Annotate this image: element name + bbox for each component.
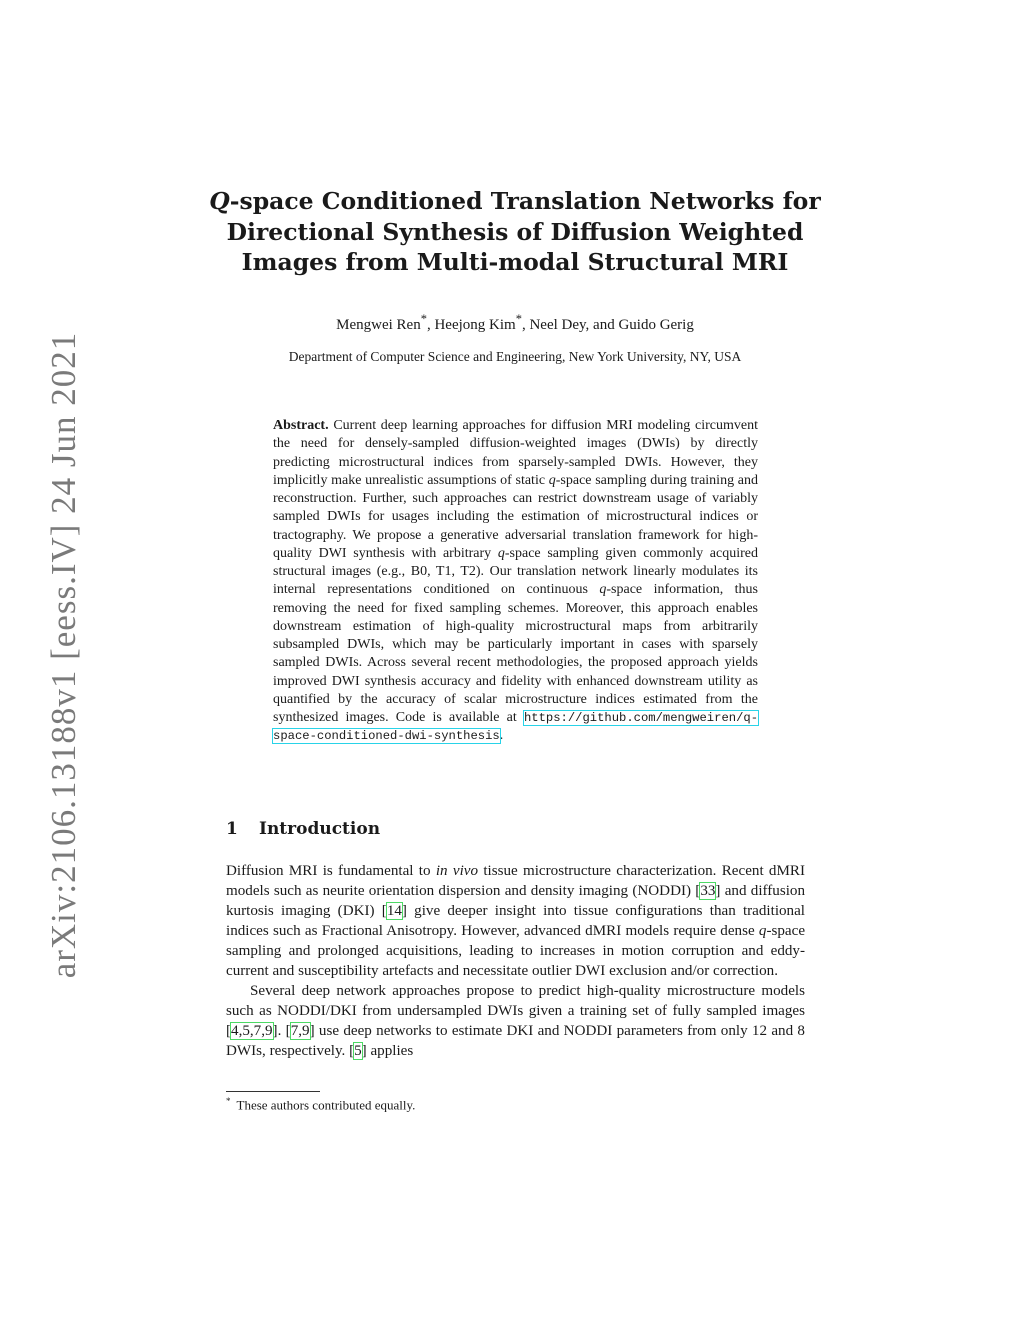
author-list: Mengwei Ren*, Heejong Kim*, Neel Dey, and Guido Gerig: [336, 312, 694, 333]
section-number: 1: [226, 819, 238, 839]
title-line2: Directional Synthesis of Diffusion Weighted: [226, 217, 804, 246]
introduction-body: [226, 861, 805, 1061]
abstract-text: -space information, thus removing the need for fixed sampling schemes. Moreover, this approach enables downstream estimation of high-quality microstructural maps from arbitrarily subsampled DWIs, which may be particularly important in cases with sparsely sampled DWIs. Across several recent methodologies, the proposed approach yields improved DWI synthesis accuracy and fidelity with enhanced downstream utility as quantified by the accuracy of scalar microstructure indices estimated from the synthesized images. Code is available at: [273, 582, 759, 725]
abstract-text: Current deep learning approaches for diffusion MRI modeling circumvent the need for densely-sampled diffusion-weighted images (DWIs) by directly predicting microstructural indices from sparsely-sampled DWIs. However, they implicitly make unrealistic assumptions of static: [273, 418, 758, 488]
equal-contribution-mark: *: [420, 312, 427, 326]
citation-link[interactable]: 33: [700, 883, 716, 900]
title-q: Q: [209, 187, 230, 215]
footnote-divider: [226, 1091, 320, 1092]
citation-link[interactable]: 5: [354, 1043, 362, 1060]
footnote-text: These authors contributed equally.: [236, 1097, 416, 1113]
equal-contribution-mark: *: [515, 312, 522, 326]
intro-paragraph-2: Several deep network approaches propose to predict high-quality microstructure models such as NODDI/DKI from undersampled DWIs given a training set of fully sampled images [4,5,7,9]. [7,9] use deep networks to estimate DKI and NODDI parameters from only 12 and 8 DWIs, respectively. [5] applies: [226, 983, 805, 1060]
paper-title: [200, 186, 830, 278]
abstract-text: -space sampling during training and reconstruction. Further, such approaches can restrict downstream usage of variably sampled DWIs for usages including the estimation of microstructural indices or tractography. We propose a generative adversarial translation framework for high-quality DWI synthesis with arbitrary: [273, 472, 758, 561]
code-repository-link[interactable]: https://github.com/mengweiren/q-space-conditioned-dwi-synthesis: [273, 711, 759, 744]
title-line1: -space Conditioned Translation Networks for: [229, 187, 821, 215]
affiliation: Department of Computer Science and Engineering, New York University, NY, USA: [288, 349, 742, 364]
paragraph-text: give deeper insight into tissue configurations than traditional indices such as Fractional Anisotropy. However, advanced dMRI models require dense: [226, 903, 805, 940]
citation-link[interactable]: 4,5,7,9: [231, 1023, 273, 1040]
paragraph-text: Several deep network approaches propose to predict high-quality microstructure models such as NODDI/DKI from undersampled DWIs given a training set of fully sampled images: [226, 983, 805, 1020]
emphasis-text: in vivo: [435, 863, 479, 879]
author-rest: , Neel Dey, and Guido Gerig: [521, 317, 694, 333]
paragraph-text: tissue microstructure characterization. Recent dMRI models such as neurite orientation dispersion and density imaging (NODDI): [226, 863, 805, 900]
abstract-label: Abstract.: [273, 418, 329, 433]
arxiv-identifier: arXiv:2106.13188v1 [eess.IV] 24 Jun 2021: [44, 331, 83, 979]
paragraph-text: Diffusion MRI is fundamental to: [226, 863, 431, 879]
citation-link[interactable]: 7,9: [290, 1023, 310, 1040]
paragraph-text: .: [277, 1023, 282, 1040]
q-symbol: q: [497, 545, 505, 561]
paragraph-text: and diffusion kurtosis imaging (DKI): [226, 883, 805, 920]
paragraph-text: use deep networks to estimate DKI and NODDI parameters from only 12 and 8 DWIs, respectively.: [226, 1023, 805, 1060]
abstract-text: -space sampling given commonly acquired structural images (e.g., B0, T1, T2). Our translation network linearly modulates its internal representations conditioned on continuous: [273, 545, 758, 598]
author-1: Mengwei Ren: [336, 317, 421, 333]
section-title: Introduction: [259, 819, 381, 839]
abstract: [273, 417, 758, 746]
abstract-end: .: [499, 728, 504, 744]
footnote-mark: *: [226, 1096, 231, 1106]
q-symbol: q: [599, 582, 607, 598]
q-symbol: q: [548, 472, 556, 488]
paragraph-text: -space sampling and prolonged acquisitions, leading to increases in motion corruption and eddy-current and susceptibility artefacts and necessitate outlier DWI exclusion and/or correction.: [226, 923, 806, 980]
q-symbol: q: [758, 923, 767, 940]
section-heading-introduction: [226, 819, 380, 839]
author-2: Heejong Kim: [434, 317, 516, 333]
paragraph-text: applies: [370, 1043, 414, 1060]
intro-paragraph-1: Diffusion MRI is fundamental to in vivo tissue microstructure characterization. Recent dMRI models such as neurite orientation dispersion and density imaging (NODDI) [33] and diffusion kurtosis imaging (DKI) [14] give deeper insight into tissue configurations than traditional indices such as Fractional Anisotropy. However, advanced dMRI models require dense q-space sampling and prolonged acquisitions, leading to increases in motion corruption and eddy-current and susceptibility artefacts and necessitate outlier DWI exclusion and/or correction.: [226, 863, 806, 980]
title-line3: Images from Multi-modal Structural MRI: [241, 248, 789, 276]
citation-link[interactable]: 14: [386, 903, 402, 920]
footnote: [226, 1096, 415, 1113]
